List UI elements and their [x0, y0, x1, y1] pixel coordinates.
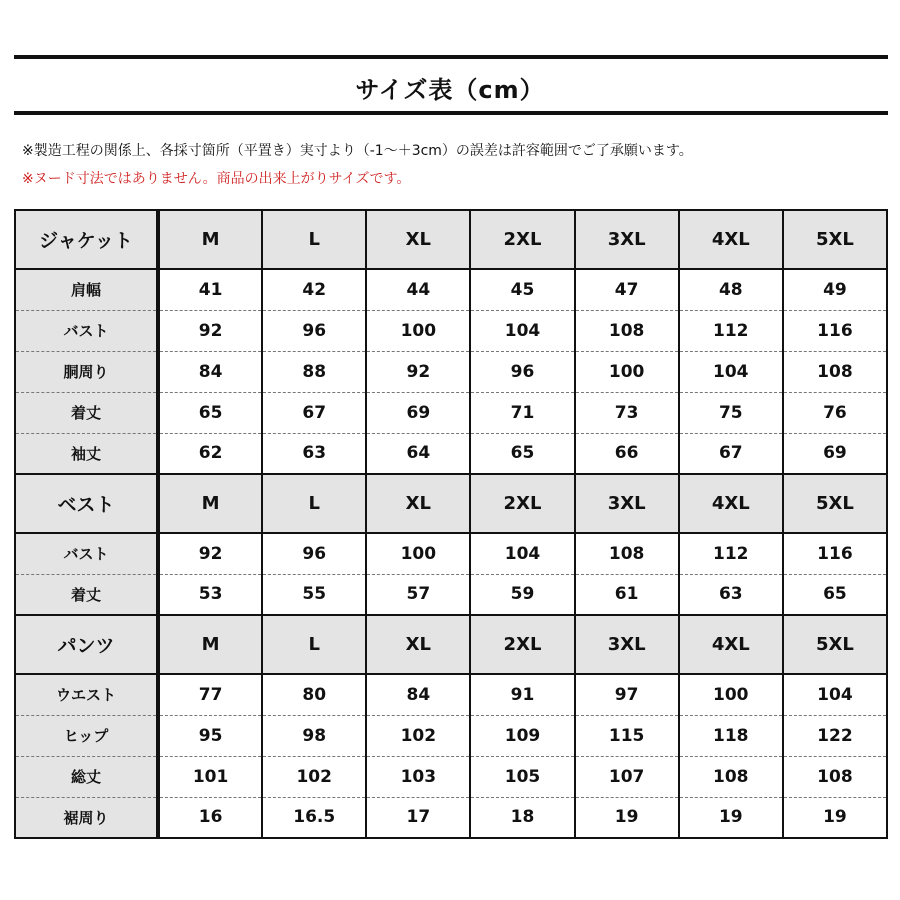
- size-header: 2XL: [470, 210, 574, 269]
- measurement-value: 16.5: [262, 797, 366, 838]
- measurement-value: 100: [366, 310, 470, 351]
- measurement-value: 66: [575, 433, 679, 474]
- size-header: 4XL: [679, 210, 783, 269]
- measurement-value: 67: [262, 392, 366, 433]
- measurement-value: 42: [262, 269, 366, 310]
- measurement-value: 47: [575, 269, 679, 310]
- measurement-value: 101: [158, 756, 262, 797]
- table-row: [15, 797, 887, 838]
- measurement-value: 102: [262, 756, 366, 797]
- measurement-value: 45: [470, 269, 574, 310]
- measurement-value: 92: [158, 533, 262, 574]
- measurement-value: 62: [158, 433, 262, 474]
- finished-size-note: ※ヌード寸法ではありません。商品の出来上がりサイズです。: [22, 171, 411, 187]
- measurement-value: 102: [366, 715, 470, 756]
- measurement-value: 19: [679, 797, 783, 838]
- measurement-label: 着丈: [15, 392, 158, 433]
- measurement-label: 肩幅: [15, 269, 158, 310]
- measurement-value: 108: [783, 351, 887, 392]
- measurement-label: ウエスト: [15, 674, 158, 715]
- table-row: [15, 392, 887, 433]
- size-header: 3XL: [575, 474, 679, 533]
- measurement-value: 105: [470, 756, 574, 797]
- size-header: 5XL: [783, 474, 887, 533]
- size-header: 5XL: [783, 615, 887, 674]
- measurement-label: 着丈: [15, 574, 158, 615]
- measurement-value: 96: [262, 310, 366, 351]
- measurement-value: 84: [366, 674, 470, 715]
- measurement-value: 61: [575, 574, 679, 615]
- measurement-value: 53: [158, 574, 262, 615]
- table-row: [15, 433, 887, 474]
- measurement-value: 96: [262, 533, 366, 574]
- measurement-value: 48: [679, 269, 783, 310]
- table-row: [15, 674, 887, 715]
- measurement-label: バスト: [15, 310, 158, 351]
- measurement-value: 77: [158, 674, 262, 715]
- size-header: M: [158, 474, 262, 533]
- measurement-value: 104: [783, 674, 887, 715]
- measurement-value: 116: [783, 310, 887, 351]
- size-header: M: [158, 210, 262, 269]
- table-row: [15, 533, 887, 574]
- measurement-value: 49: [783, 269, 887, 310]
- measurement-label: 裾周り: [15, 797, 158, 838]
- measurement-value: 108: [575, 310, 679, 351]
- measurement-value: 63: [262, 433, 366, 474]
- size-header: L: [262, 615, 366, 674]
- measurement-value: 115: [575, 715, 679, 756]
- size-header: XL: [366, 615, 470, 674]
- section-name: ジャケット: [15, 210, 158, 269]
- measurement-value: 104: [470, 310, 574, 351]
- measurement-label: ヒップ: [15, 715, 158, 756]
- measurement-value: 65: [158, 392, 262, 433]
- table-row: [15, 310, 887, 351]
- table-row: [15, 351, 887, 392]
- table-row: [15, 269, 887, 310]
- measurement-value: 95: [158, 715, 262, 756]
- measurement-label: 袖丈: [15, 433, 158, 474]
- table-row: [15, 756, 887, 797]
- measurement-value: 92: [366, 351, 470, 392]
- measurement-value: 65: [783, 574, 887, 615]
- measurement-label: 総丈: [15, 756, 158, 797]
- measurement-value: 17: [366, 797, 470, 838]
- measurement-value: 76: [783, 392, 887, 433]
- measurement-value: 63: [679, 574, 783, 615]
- measurement-value: 98: [262, 715, 366, 756]
- measurement-value: 116: [783, 533, 887, 574]
- measurement-value: 104: [679, 351, 783, 392]
- measurement-value: 18: [470, 797, 574, 838]
- size-header: 3XL: [575, 615, 679, 674]
- size-header: 2XL: [470, 615, 574, 674]
- table-row: [15, 715, 887, 756]
- measurement-value: 112: [679, 310, 783, 351]
- measurement-label: バスト: [15, 533, 158, 574]
- measurement-value: 41: [158, 269, 262, 310]
- measurement-value: 67: [679, 433, 783, 474]
- page-title: サイズ表（cm）: [355, 76, 545, 104]
- section-header-row: [15, 474, 887, 533]
- measurement-value: 100: [679, 674, 783, 715]
- measurement-value: 108: [679, 756, 783, 797]
- size-header: L: [262, 474, 366, 533]
- measurement-value: 16: [158, 797, 262, 838]
- measurement-value: 64: [366, 433, 470, 474]
- measurement-value: 57: [366, 574, 470, 615]
- measurement-value: 69: [783, 433, 887, 474]
- measurement-value: 19: [575, 797, 679, 838]
- measurement-value: 80: [262, 674, 366, 715]
- measurement-value: 112: [679, 533, 783, 574]
- measurement-value: 104: [470, 533, 574, 574]
- measurement-value: 107: [575, 756, 679, 797]
- measurement-value: 75: [679, 392, 783, 433]
- measurement-value: 96: [470, 351, 574, 392]
- measurement-value: 109: [470, 715, 574, 756]
- table-row: [15, 574, 887, 615]
- section-name: パンツ: [15, 615, 158, 674]
- section-header-row: [15, 210, 887, 269]
- size-header: XL: [366, 210, 470, 269]
- measurement-value: 65: [470, 433, 574, 474]
- measurement-value: 55: [262, 574, 366, 615]
- measurement-value: 118: [679, 715, 783, 756]
- size-header: 4XL: [679, 474, 783, 533]
- size-table: [14, 209, 888, 839]
- size-header: 5XL: [783, 210, 887, 269]
- measurement-value: 69: [366, 392, 470, 433]
- measurement-value: 100: [366, 533, 470, 574]
- measurement-label: 胴周り: [15, 351, 158, 392]
- measurement-value: 108: [783, 756, 887, 797]
- size-header: 3XL: [575, 210, 679, 269]
- measurement-value: 71: [470, 392, 574, 433]
- measurement-value: 88: [262, 351, 366, 392]
- measurement-value: 92: [158, 310, 262, 351]
- measurement-value: 97: [575, 674, 679, 715]
- measurement-value: 44: [366, 269, 470, 310]
- size-header: 4XL: [679, 615, 783, 674]
- title-rule: [14, 111, 888, 115]
- measurement-value: 59: [470, 574, 574, 615]
- size-header: 2XL: [470, 474, 574, 533]
- measurement-value: 73: [575, 392, 679, 433]
- measurement-value: 103: [366, 756, 470, 797]
- measurement-value: 100: [575, 351, 679, 392]
- measurement-value: 108: [575, 533, 679, 574]
- size-header: L: [262, 210, 366, 269]
- size-header: XL: [366, 474, 470, 533]
- top-rule: [14, 55, 888, 59]
- measurement-value: 122: [783, 715, 887, 756]
- section-header-row: [15, 615, 887, 674]
- section-name: ベスト: [15, 474, 158, 533]
- measurement-value: 19: [783, 797, 887, 838]
- measurement-value: 84: [158, 351, 262, 392]
- tolerance-note: ※製造工程の関係上、各採寸箇所（平置き）実寸より（-1～＋3cm）の誤差は許容範囲でご了承願います。: [22, 143, 693, 159]
- measurement-value: 91: [470, 674, 574, 715]
- size-header: M: [158, 615, 262, 674]
